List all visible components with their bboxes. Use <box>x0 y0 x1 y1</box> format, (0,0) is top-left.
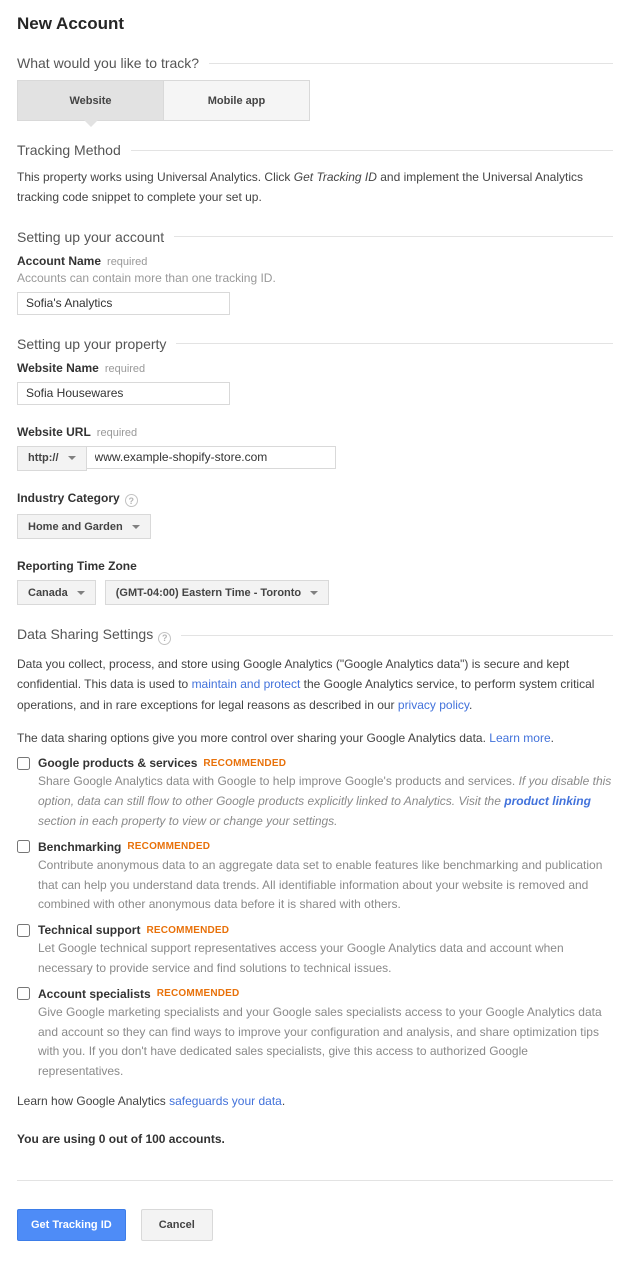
section-rule <box>181 635 613 636</box>
data-sharing-title <box>17 626 171 645</box>
website-url-row <box>17 446 613 471</box>
data-sharing-options <box>17 756 613 1082</box>
account-name-label: Account Name <box>17 253 102 268</box>
website-name-field <box>17 361 613 405</box>
property-section-title: Setting up your property <box>17 335 167 352</box>
option-description: Let Google technical support representatives access your Google Analytics data and account when necessary to provide service and find solutions to technical issues. <box>38 941 564 975</box>
learn-more-link[interactable]: Learn more <box>489 730 551 745</box>
text-segment: This property works using Universal Analytics. Click <box>17 170 294 184</box>
text-segment: Data you collect, process, and store using Google Analytics ("Google Analytics data") is secure and kept confidential. This data is used to <box>17 656 570 692</box>
safeguards-your-data-link[interactable]: safeguards your data <box>169 1093 282 1108</box>
property-section-header <box>17 336 613 352</box>
page-title: New Account <box>17 14 125 33</box>
track-type-tabs <box>17 80 613 121</box>
option-head <box>17 923 613 937</box>
tracking-method-title: Tracking Method <box>17 142 121 158</box>
text-segment: Share Google Analytics data with Google to help improve Google's products and services. <box>38 774 519 789</box>
timezone-country-dropdown[interactable] <box>17 580 96 605</box>
website-url-field <box>17 425 613 471</box>
website-url-input[interactable] <box>86 446 336 469</box>
text-segment: If you disable this option, data can still flow to other Google products explicitly linked to Analytics. Visit the <box>38 774 612 809</box>
industry-category-dropdown[interactable] <box>17 514 151 539</box>
cancel-button[interactable]: Cancel <box>141 1209 213 1241</box>
required-label: required <box>96 426 138 439</box>
google-products-checkbox[interactable] <box>17 757 30 770</box>
footer-divider <box>17 1180 613 1181</box>
help-icon[interactable] <box>125 494 138 507</box>
tab-website-label: Website <box>69 94 112 107</box>
account-name-help: Accounts can contain more than one tracking ID. <box>17 270 276 285</box>
option-benchmarking <box>17 840 613 915</box>
industry-select-row <box>17 514 613 539</box>
timezone-country-value: Canada <box>28 586 68 599</box>
industry-category-value: Home and Garden <box>28 520 123 533</box>
section-rule <box>176 343 613 344</box>
option-description: Contribute anonymous data to an aggregate data set to enable features like benchmarking and publication that can help you understand data trends. All identifiable information about your website is removed and combined with other anonymous data before it is shared with others. <box>38 857 603 912</box>
account-specialists-checkbox[interactable] <box>17 987 30 1000</box>
text-segment: Data Sharing Settings <box>17 626 154 643</box>
option-label: Google products & services <box>38 756 198 771</box>
chevron-down-icon <box>310 591 318 595</box>
product-linking-link[interactable]: product linking <box>504 794 591 809</box>
timezone-dropdown[interactable] <box>105 580 329 605</box>
tab-mobile-app[interactable] <box>163 80 310 121</box>
option-head <box>17 756 613 770</box>
help-icon[interactable] <box>158 632 171 645</box>
website-name-input[interactable] <box>17 382 230 405</box>
required-label: required <box>107 255 148 268</box>
section-rule <box>174 236 613 237</box>
technical-support-checkbox[interactable] <box>17 924 30 937</box>
get-tracking-id-button[interactable]: Get Tracking ID <box>17 1209 126 1241</box>
text-segment: . <box>469 697 473 712</box>
get-tracking-id-emphasis: Get Tracking ID <box>293 170 377 184</box>
option-account-specialists <box>17 987 613 1082</box>
privacy-policy-link[interactable]: privacy policy <box>397 697 470 712</box>
account-name-input[interactable] <box>17 292 230 315</box>
option-head <box>17 987 613 1001</box>
data-sharing-options-intro <box>17 728 613 748</box>
tab-website[interactable] <box>17 80 164 121</box>
protocol-dropdown[interactable] <box>17 446 87 471</box>
recommended-badge: RECOMMENDED <box>203 757 287 769</box>
section-rule <box>131 150 613 151</box>
recommended-badge: RECOMMENDED <box>146 924 230 936</box>
website-name-label: Website Name <box>17 360 99 375</box>
website-url-label: Website URL <box>17 424 91 439</box>
timezone-select-row <box>17 580 613 605</box>
reporting-timezone-field <box>17 559 613 605</box>
data-sharing-intro <box>17 654 613 715</box>
data-sharing-header <box>17 626 613 645</box>
option-head <box>17 840 613 854</box>
recommended-badge: RECOMMENDED <box>127 841 211 853</box>
account-name-field <box>17 254 613 315</box>
option-label: Account specialists <box>38 986 151 1001</box>
section-rule <box>209 63 613 64</box>
text-segment: Learn how Google Analytics <box>17 1093 170 1108</box>
required-label: required <box>104 362 146 375</box>
chevron-down-icon <box>77 591 85 595</box>
text-segment: the Google Analytics service, to perform system critical operations, and in rare exceptions for legal reasons as described in our <box>17 677 595 712</box>
option-description <box>38 772 613 831</box>
text-segment: . <box>281 1093 286 1108</box>
track-section-title: What would you like to track? <box>17 55 200 71</box>
text-segment: . <box>550 730 554 745</box>
account-section-header <box>17 229 613 245</box>
recommended-badge: RECOMMENDED <box>156 988 240 1000</box>
tracking-method-header <box>17 142 613 158</box>
reporting-timezone-label: Reporting Time Zone <box>17 559 137 574</box>
footer-actions <box>17 1209 613 1241</box>
text-segment: section in each property to view or change your settings. <box>38 813 338 828</box>
accounts-usage-text: You are using 0 out of 100 accounts. <box>17 1131 225 1146</box>
tracking-method-description <box>17 167 613 208</box>
chevron-down-icon <box>132 525 140 529</box>
protocol-value: http:// <box>28 452 59 465</box>
account-section-title: Setting up your account <box>17 228 165 245</box>
chevron-down-icon <box>68 456 76 460</box>
option-technical-support <box>17 923 613 979</box>
safeguards-line <box>17 1094 613 1108</box>
text-segment: and implement the Universal Analytics tracking code snippet to complete your set up. <box>17 170 584 205</box>
benchmarking-checkbox[interactable] <box>17 840 30 853</box>
industry-category-field <box>17 491 613 540</box>
industry-category-label: Industry Category <box>17 490 120 505</box>
option-label: Technical support <box>38 923 141 938</box>
option-label: Benchmarking <box>38 839 122 854</box>
option-description: Give Google marketing specialists and your Google sales specialists access to your Google Analytics data and account so they can find ways to improve your configuration and analysis, and share optimization tips with you. If you don't have dedicated sales specialists, give this access to authorized Google representatives. <box>38 1004 602 1079</box>
option-google-products <box>17 756 613 831</box>
track-section-header <box>17 55 613 71</box>
timezone-value: (GMT-04:00) Eastern Time - Toronto <box>115 586 302 599</box>
text-segment: The data sharing options give you more control over sharing your Google Analytics data. <box>17 730 490 745</box>
maintain-and-protect-link[interactable]: maintain and protect <box>191 677 301 692</box>
tab-mobile-app-label: Mobile app <box>207 94 266 107</box>
